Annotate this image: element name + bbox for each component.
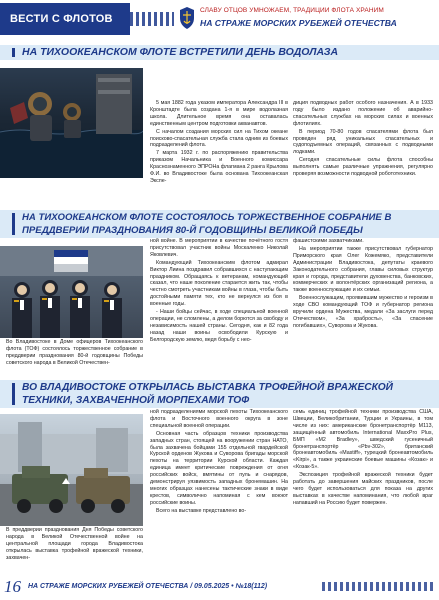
page-footer (0, 576, 439, 600)
article3-photo-exhibition (0, 414, 143, 526)
section-label: ВЕСТИ С ФЛОТОВ (0, 3, 130, 35)
footer-issue-info: НА СТРАЖЕ МОРСКИХ РУБЕЖЕЙ ОТЕЧЕСТВА / 09.05.2025 • №18(112) (28, 583, 268, 590)
article2-caption: Во Владивостоке в Доме офицеров Тихоокеанского флота (ТОФ) состоялось торжественное собрание в преддверии празднования 80-й годовщины Победы советского народа в Великой Отечествен- (6, 339, 143, 366)
article2-headline: НА ТИХООКЕАНСКОМ ФЛОТЕ СОСТОЯЛОСЬ ТОРЖЕСТВЕННОЕ СОБРАНИЕ В ПРЕДДВЕРИИ ПРАЗДНОВАНИЯ 80-Й ГОДОВЩИНЫ ВЕЛИКОЙ ПОБЕДЫ (22, 212, 392, 236)
assembly-image (0, 246, 143, 338)
article2-photo-assembly (0, 246, 143, 338)
article2-column-3: фашистскими захватчиками. На мероприятии также присутствовал губернатор Приморского края Олег Кожемяко, представители Администрации Владивостока, депутаты краевого Законодательного собрания, главы силовых структур края и города, представители духовенства, банковских, коммерческих и волонтёрских организаций региона, а также военнослужащие и их семьи. Военнослужащим, проявившим мужество и героизм в ходе СВО командующий ТОФ и губернатор региона вручили ордена Мужества, медали «За заслуги перед Отечеством», «За храбрость», «За спасение погибавших», Суворова и Жукова. (293, 238, 433, 329)
navy-emblem-icon (178, 6, 196, 30)
newspaper-title: НА СТРАЖЕ МОРСКИХ РУБЕЖЕЙ ОТЕЧЕСТВА (200, 18, 397, 28)
article3-column-3: семь единиц трофейной техники производства США, Швеции, Великобритании, Турции и Украины, в том числе из них: американские бронетранспортёр М113, защищённый автомобиль International MaxxPro Plus, БМП «M2 Bradley», шведский гусеничный бронетранспортёр «Pbv-302», британский бронеавтомобиль «Mastiff», турецкий бронеавтомобиль «Kirpi», а также украинские боевые машины «Козак» и «Козак-5». Экспозиция трофейной вражеской техники будет работать до завершения майских праздников, после чего будет использоваться для показа на других выставках в качестве напоминания, что любой враг напавший на Россию будет повержен. (293, 409, 433, 506)
article3-column-2: ной подразделениями морской пехоты Тихоокеанского флота и Восточного военного округа в зоне специальной военной операции. Основная часть образцов техники производства западных стран, стоящей на вооружении стран НАТО, была захвачена бойцами 155 отдельной гвардейской Курской орденов Жукова и Суворова бригады морской пехоты на территории Курской области. Каждая единица имеет критические повреждения от огня российских войск, вмятины от пуль и снарядов, демонстрируя уязвимость западных бронемашин. На многих образцах нанесены тактические знаки в виде крестов, символично напоминая с кем воюют российские воины. Всего на выставке представлено во- (150, 409, 288, 514)
page-number: 16 (4, 577, 21, 596)
article1-headline: НА ТИХООКЕАНСКОМ ФЛОТЕ ВСТРЕТИЛИ ДЕНЬ ВОДОЛАЗА (22, 46, 339, 58)
page-header (0, 0, 439, 38)
article2-headline-bar (0, 210, 439, 238)
footer-stripe (322, 582, 434, 591)
header-stripe (130, 12, 174, 26)
article1-column-2: диция подводных работ особого назначения. А в 1933 году было издано положение об аварийно-спасательных службах на морских силах и военных флотилиях. В период 70-80 годов спасателями флота был проведен ряд уникальных спасательных и судоподъемных операций, связанных с подводными лодками. Сегодня спасательные силы флота способны выполнять самые различные упражнения, регулярно проверяя возможности подводной робототехники. (293, 100, 433, 178)
article3-caption: В преддверии празднования Дня Победы советского народа в Великой Отечественной войне на центральной площади города Владивостока открылась выставка трофейной вражеской техники, захвачен- (6, 527, 143, 561)
divers-image (0, 68, 143, 178)
article1-photo-divers (0, 68, 143, 178)
exhibition-image (0, 414, 143, 526)
article1-column-1: 5 мая 1882 года указом императора Александра III в Кронштадте была создана 1-я в мире водолазная школа. Длительное время она оставалась единственным центром подготовки акванавтов. С началом создания морских сил на Тихом океане поисково-спасательная служба стала одним из боевых подразделений флота. 7 марта 1932 г. по распоряжению правительства приказом Начальника и Военного комиссара Краснознаменного ЭПРОНа флагмана 2 ранга Крылова Ф.И. во Владивостоке была основана Тихоокеанская Экспе- (150, 100, 288, 184)
header-tagline: СЛАВУ ОТЦОВ УМНОЖАЕМ, ТРАДИЦИИ ФЛОТА ХРАНИМ (200, 7, 384, 14)
article2-column-2: ной войне. В мероприятии в качестве почётного гостя присутствовал участник войны Москаленко Николай Яковлевич. Командующий Тихоокеанским флотом адмирал Виктор Лиина поздравил собравшихся с наступающим праздником. Обращаясь к ветеранам, командующий сказал, что наше поколение старается жить так, чтобы честно смотреть участникам войны в глаза, чтобы быть достойными памяти тех, кто не вернулся из боя в военные годы. - Наши бойцы сейчас, в ходе специальной военной операции, не сломлены, а делом борются за свободу и независимость нашей страны. Сегодня, как и 82 года назад наши воины освободили Курскую и Белгородскую землю, ведя борьбу с нео- (150, 238, 288, 343)
article3-headline: ВО ВЛАДИВОСТОКЕ ОТКРЫЛАСЬ ВЫСТАВКА ТРОФЕЙНОЙ ВРАЖЕСКОЙ ТЕХНИКИ, ЗАХВАЧЕННОЙ МОРПЕХАМИ ТОФ (22, 382, 393, 406)
article3-headline-bar (0, 380, 439, 408)
article1-headline-bar (0, 45, 439, 60)
